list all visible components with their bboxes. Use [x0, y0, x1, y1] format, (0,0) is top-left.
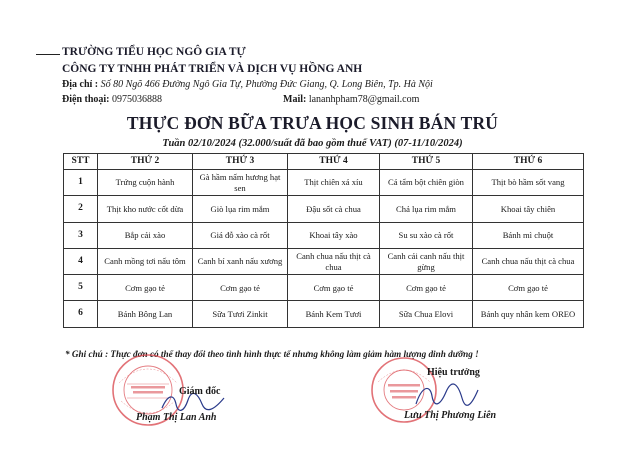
table-cell: Khoai tây chiên	[473, 196, 584, 222]
director-title: Giám đốc	[179, 386, 221, 397]
table-row	[64, 301, 584, 327]
table-cell: Bánh Bông Lan	[98, 301, 193, 327]
table-cell: Canh bí xanh nấu xương	[193, 248, 288, 274]
table-cell: Sữa Chua Elovi	[380, 301, 473, 327]
table-cell: Cá tẩm bột chiên giòn	[380, 170, 473, 196]
table-cell: Cơm gạo tẻ	[288, 275, 380, 301]
principal-signature	[410, 380, 482, 410]
table-row	[64, 222, 584, 248]
table-cell: Cơm gạo tẻ	[380, 275, 473, 301]
table-cell: Su su xào cà rốt	[380, 222, 473, 248]
mail-value: lananhpham78@gmail.com	[308, 94, 420, 105]
header-mon: THỨ 2	[98, 154, 193, 170]
table-cell: Khoai tây xào	[288, 222, 380, 248]
table-cell: Giò lụa rim mắm	[193, 196, 288, 222]
phone-value: 0975036888	[112, 94, 162, 105]
address-value: Số 80 Ngõ 466 Đường Ngô Gia Tự, Phường Đức Giang, Q. Long Biên, Tp. Hà Nội	[100, 79, 433, 90]
table-cell: Bánh quy nhân kem OREO	[473, 301, 584, 327]
address-label: Địa chỉ :	[62, 79, 99, 90]
header-tue: THỨ 3	[193, 154, 288, 170]
row-number: 6	[64, 301, 98, 327]
table-cell: Gà hầm nấm hương hạt sen	[193, 170, 288, 196]
school-name: TRƯỜNG TIỂU HỌC NGÔ GIA TỰ	[62, 46, 246, 58]
table-cell: Bắp cải xào	[98, 222, 193, 248]
table-row	[64, 170, 584, 196]
phone-label: Điện thoại:	[62, 94, 110, 105]
principal-name: Lưu Thị Phương Liên	[404, 410, 497, 421]
mail-line	[283, 94, 419, 105]
table-cell: Giá đỗ xào cà rốt	[193, 222, 288, 248]
document-subtitle: Tuần 02/10/2024 (32.000/suất đã bao gồm thuế VAT) (07-11/10/2024)	[162, 138, 463, 149]
table-cell: Cơm gạo tẻ	[98, 275, 193, 301]
row-number: 4	[64, 248, 98, 274]
header-rule	[36, 54, 60, 55]
principal-title: Hiệu trưởng	[427, 367, 480, 378]
director-name: Phạm Thị Lan Anh	[136, 412, 217, 423]
phone-line	[62, 94, 162, 105]
table-header-row	[64, 154, 584, 170]
table-row	[64, 196, 584, 222]
table-row	[64, 248, 584, 274]
table-cell: Canh chua nấu thịt cà chua	[288, 248, 380, 274]
table-cell: Thịt bò hầm sốt vang	[473, 170, 584, 196]
header-fri: THỨ 6	[473, 154, 584, 170]
table-cell: Canh cải canh nấu thịt gừng	[380, 248, 473, 274]
table-cell: Sữa Tươi Zinkit	[193, 301, 288, 327]
header-stt: STT	[64, 154, 98, 170]
row-number: 3	[64, 222, 98, 248]
mail-label: Mail:	[283, 94, 307, 105]
table-cell: Bánh Kem Tươi	[288, 301, 380, 327]
menu-table	[63, 153, 584, 328]
table-cell: Bánh mì chuột	[473, 222, 584, 248]
table-cell: Canh mồng tơi nấu tôm	[98, 248, 193, 274]
company-name: CÔNG TY TNHH PHÁT TRIỂN VÀ DỊCH VỤ HỒNG ANH	[62, 63, 363, 75]
table-cell: Canh chua nấu thịt cà chua	[473, 248, 584, 274]
document-title: THỰC ĐƠN BỮA TRƯA HỌC SINH BÁN TRÚ	[126, 113, 499, 133]
address-line	[62, 79, 433, 90]
table-cell: Thịt chiên xá xíu	[288, 170, 380, 196]
header-wed: THỨ 4	[288, 154, 380, 170]
table-cell: Cơm gạo tẻ	[193, 275, 288, 301]
row-number: 5	[64, 275, 98, 301]
table-cell: Đậu sốt cà chua	[288, 196, 380, 222]
row-number: 1	[64, 170, 98, 196]
header-thu: THỨ 5	[380, 154, 473, 170]
table-cell: Trứng cuộn hành	[98, 170, 193, 196]
table-row	[64, 275, 584, 301]
row-number: 2	[64, 196, 98, 222]
table-cell: Thịt kho nước cốt dừa	[98, 196, 193, 222]
table-cell: Chả lụa rim mắm	[380, 196, 473, 222]
menu-note: * Ghi chú : Thực đơn có thể thay đổi theo tình hình thực tế nhưng không làm giảm hàm lượng dinh dưỡng !	[65, 349, 479, 359]
table-cell: Cơm gạo tẻ	[473, 275, 584, 301]
